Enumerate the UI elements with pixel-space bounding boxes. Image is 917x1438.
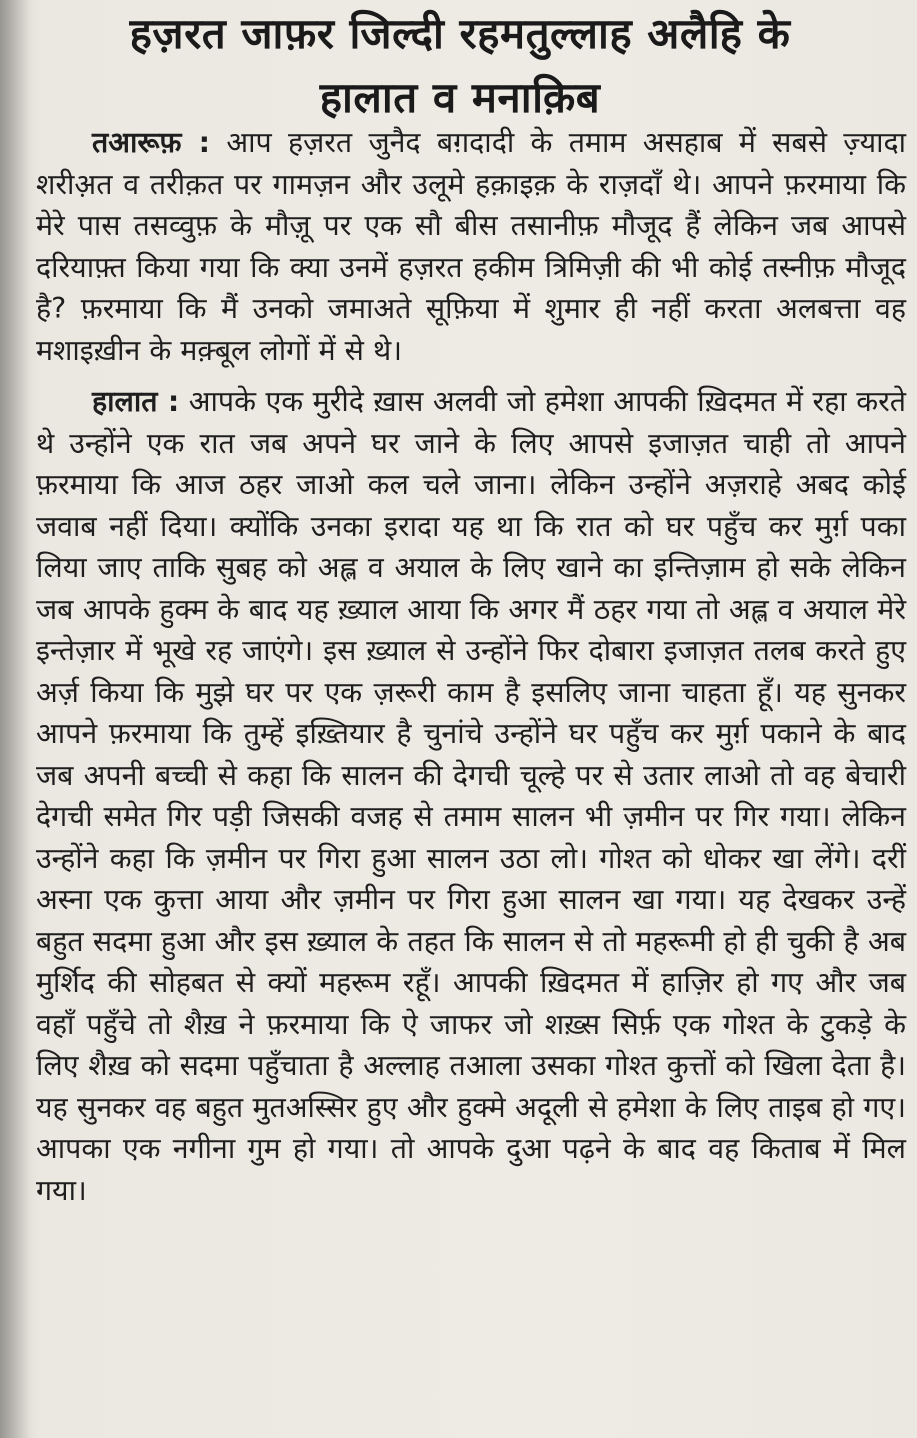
paragraph-text-introduction: आप हज़रत जुनैद बग़दादी के तमाम असहाब में सबसे ज़्यादा शरीअ़त व तरीक़त पर गामज़न और उलूमे हक़ाइक़ के राज़दाँ थे। आपने फ़रमाया कि मेरे पास तसव्वुफ़ के मौज़ू पर एक सौ बीस तसानीफ़ मौजूद हैं लेकिन जब आपसे दरियाफ़्त किया गया कि क्या उनमें हज़रत हकीम त्रिमिज़ी की भी कोई तस्नीफ़ मौजूद है? फ़रमाया कि मैं उनको जमाअते सूफ़िया में शुमार ही नहीं करता अलबत्ता वह मशाइख़ीन के मक़्बूल लोगों में से थे।	[36, 126, 907, 367]
paragraph-heading-circumstances: हालात :	[92, 385, 180, 418]
spine-shadow	[0, 0, 30, 1438]
chapter-title-line-1: हज़रत जाफ़र जिल्दी रहमतुल्लाह अलैहि के	[129, 9, 791, 58]
paragraph-circumstances	[36, 381, 906, 1211]
paragraph-heading-introduction: तआरूफ़ :	[92, 126, 211, 159]
paragraph-introduction	[36, 122, 906, 371]
paragraph-text-circumstances: आपके एक मुरीदे ख़ास अलवी जो हमेशा आपकी ख़िदमत में रहा करते थे उन्होंने एक रात जब अपने घर जाने के लिए आपसे इजाज़त चाही तो आपने फ़रमाया कि आज ठहर जाओ कल चले जाना। लेकिन उन्होंने अज़राहे अबद कोई जवाब नहीं दिया। क्योंकि उनका इरादा यह था कि रात को घर पहुँच कर मुर्ग़ पका लिया जाए ताकि सुबह को अह्ल व अयाल के लिए खाने का इन्तिज़ाम हो सके लेकिन जब आपके हुक्म के बाद यह ख़्याल आया कि अगर मैं ठहर गया तो अह्ल व अयाल मेरे इन्तेज़ार में भूखे रह जाएंगे। इस ख़्याल से उन्होंने फिर दोबारा इजाज़त तलब करते हुए अर्ज़ किया कि मुझे घर पर एक ज़रूरी काम है इसलिए जाना चाहता हूँ। यह सुनकर आपने फ़रमाया कि तुम्हें इख़्तियार है चुनांचे उन्होंने घर पहुँच कर मुर्ग़ पकाने के बाद जब अपनी बच्ची से कहा कि सालन की देगची चूल्हे पर से उतार लाओ तो वह बेचारी देगची समेत गिर पड़ी जिसकी वजह से तमाम सालन भी ज़मीन पर गिर गया। लेकिन उन्होंने कहा कि ज़मीन पर गिरा हुआ सालन उठा लो। गोश्त को धोकर खा लेंगे। दरीं अस्ना एक कुत्ता आया और ज़मीन पर गिरा हुआ सालन खा गया। यह देखकर उन्हें बहुत सदमा हुआ और इस ख़्याल के तहत कि सालन से तो महरूमी हो ही चुकी है अब मुर्शिद की सोहबत से क्यों महरूम रहूँ। आपकी ख़िदमत में हाज़िर हो गए और जब वहाँ पहुँचे तो शैख़ ने फ़रमाया कि ऐ जाफर जो शख़्स सिर्फ़ एक गोश्त के टुकड़े के लिए शैख़ को सदमा पहुँचाता है अल्लाह तआला उसका गोश्त कुत्तों को खिला देता है। यह सुनकर वह बहुत मुतअस्सिर हुए और हुक्मे अदूली से हमेशा के लिए ताइब हो गए। आपका एक नगीना गुम हो गया। तो आपके दुआ पढ़ने के बाद वह किताब में मिल गया।	[36, 385, 906, 1207]
chapter-title-line-2: हालात व मनाक़िब	[319, 73, 601, 122]
body-text	[36, 122, 906, 1211]
